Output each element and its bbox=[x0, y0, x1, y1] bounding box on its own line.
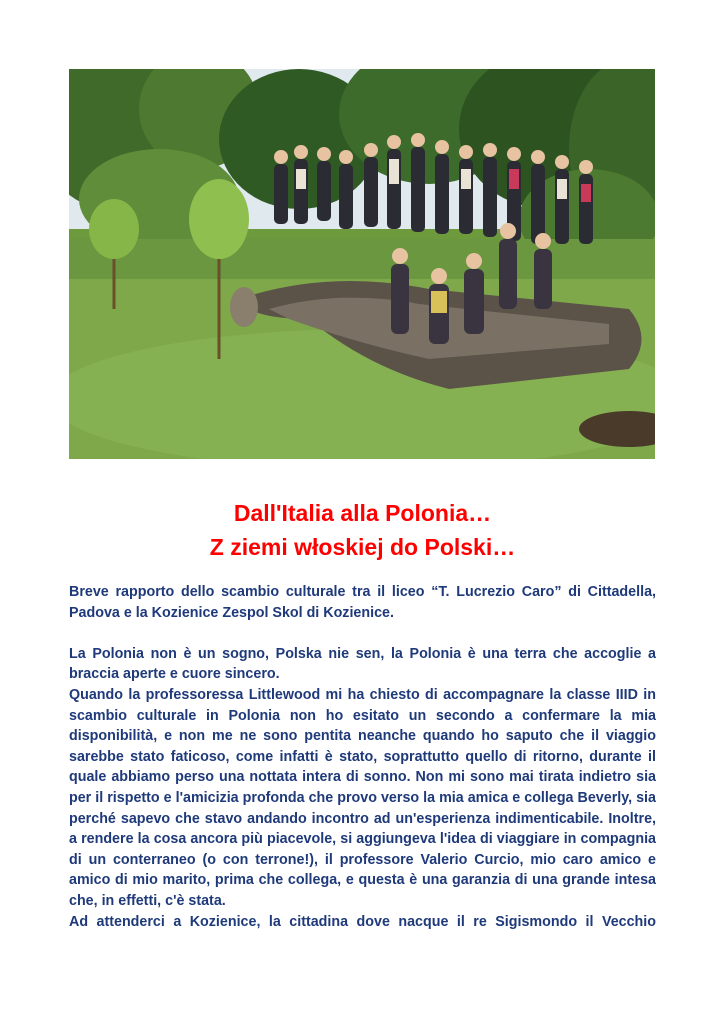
group-photo bbox=[69, 69, 655, 459]
paragraph-spacer bbox=[69, 623, 656, 644]
title-polish: Z ziemi włoskiej do Polski… bbox=[209, 534, 516, 560]
paragraph-3: Ad attenderci a Kozienice, la cittadina dove nacque il re Sigismondo il Vecchio bbox=[69, 913, 656, 930]
title-italian: Dall'Italia alla Polonia… bbox=[233, 500, 492, 526]
photo-illustration bbox=[69, 69, 655, 459]
paragraph-2: Quando la professoressa Littlewood mi ha chiesto di accompagnare la classe IIID in scambio culturale in Polonia non ho esitato un secondo a confermare la mia disponibilità, e non me ne sono pentita neanche quando ho saputo che il viaggio sarebbe stato faticoso, come infatti è stato, soprattutto quello di ritorno, durante il quale abbiamo perso una nottata intera di sonno. Non mi sono mai tirata indietro sia per il rispetto e l'amicizia profonda che provo verso la mia amica e collega Beverly, sia perché sapevo che stavo andando incontro ad un'esperienza indimenticabile. Inoltre, a rendere la cosa ancora più piacevole, si aggiungeva l'idea di viaggiare in compagnia di un conterraneo (o con terrone!), il professore Valerio Curcio, mio caro amico e amico di mio marito, prima che collega, e questa è una garanzia di una grande intesa che, in effetti, c'è stata. bbox=[69, 686, 656, 909]
intro-paragraph: Breve rapporto dello scambio culturale tra il liceo “T. Lucrezio Caro” di Cittadella, Padova e la Kozienice Zespol Skol di Kozienice. bbox=[69, 584, 656, 621]
article-body bbox=[69, 582, 656, 932]
paragraph-1: La Polonia non è un sogno, Polska nie sen, la Polonia è una terra che accoglie a braccia aperte e cuore sincero. bbox=[69, 645, 656, 683]
article-title bbox=[40, 496, 685, 564]
